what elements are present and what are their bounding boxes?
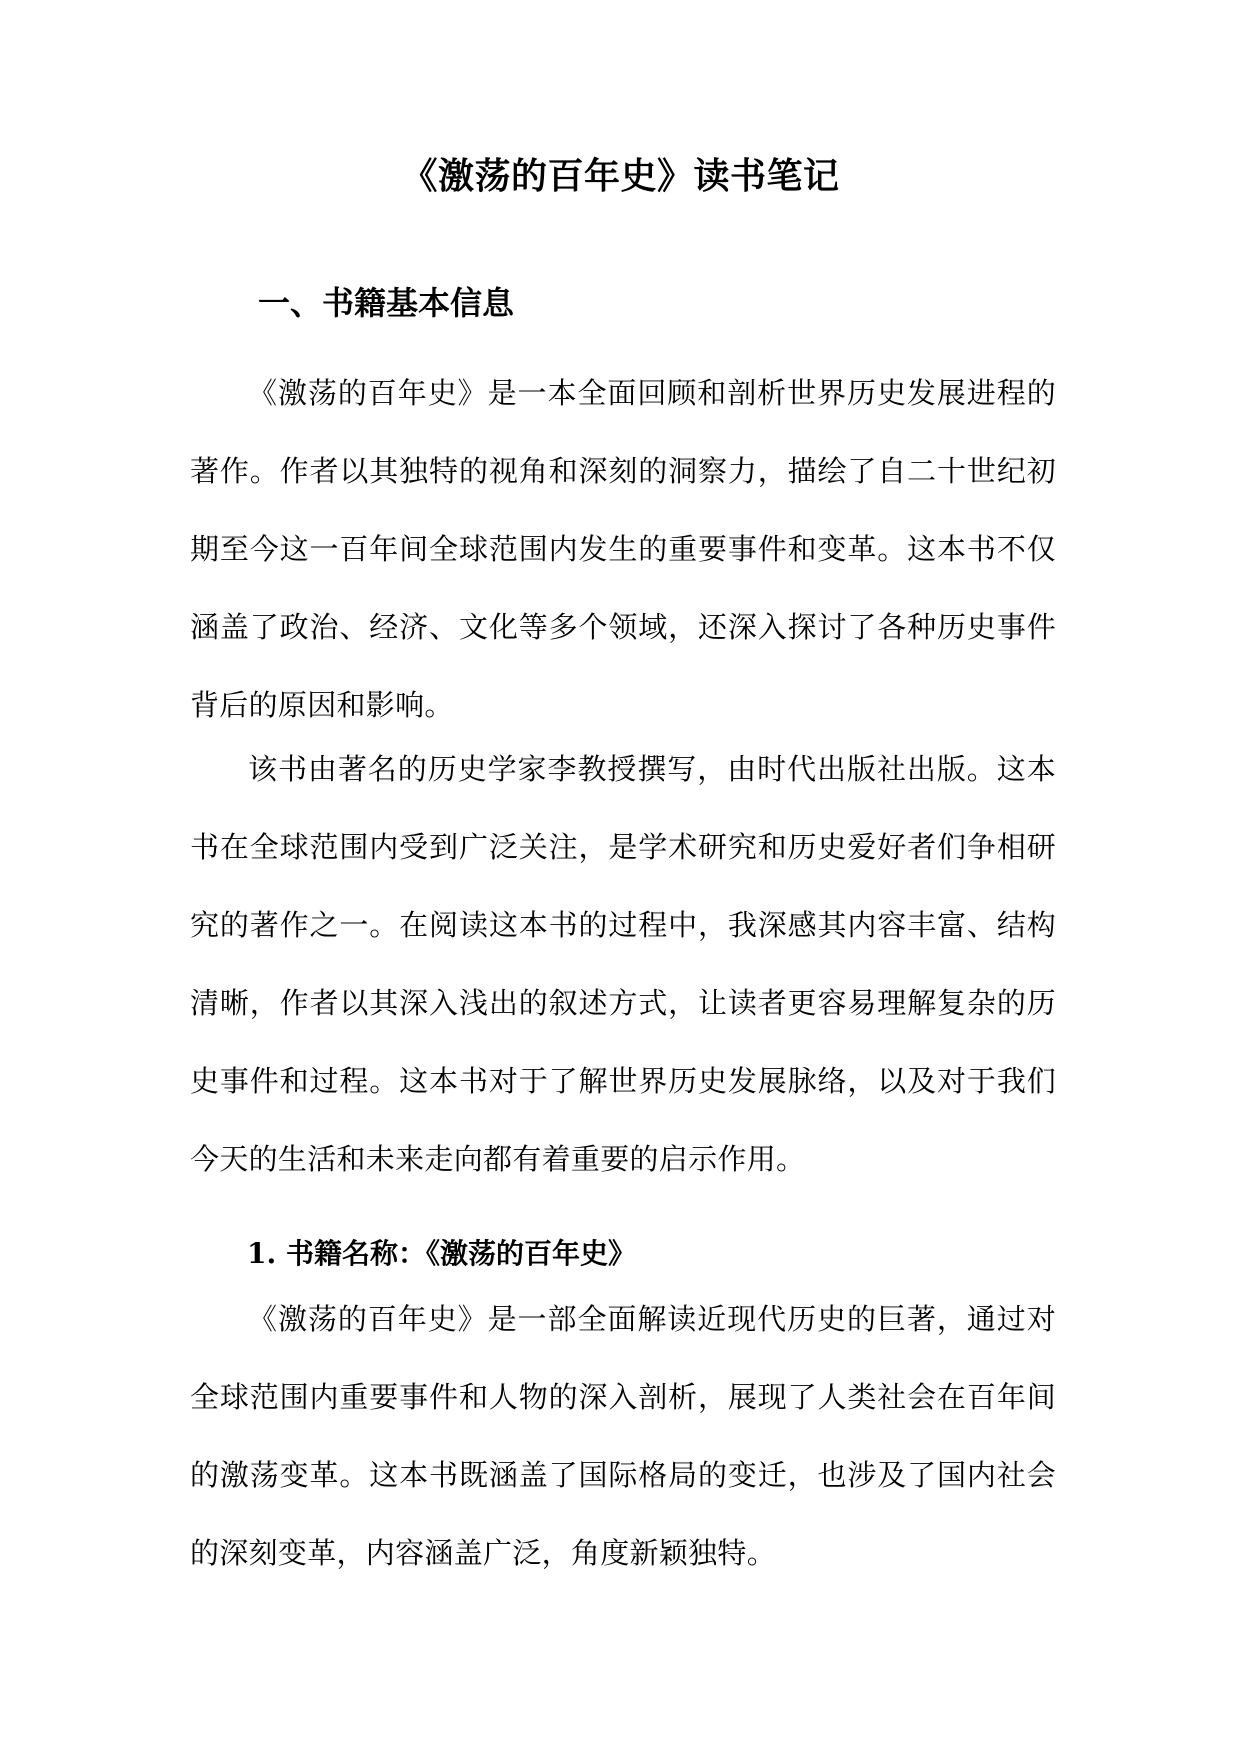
paragraph-author-publisher: 该书由著名的历史学家李教授撰写，由时代出版社出版。这本书在全球范围内受到广泛关注，是学术研究和历史爱好者们争相研究的著作之一。在阅读这本书的过程中，我深感其内容丰富、结构清晰，作者以其深入浅出的叙述方式，让读者更容易理解复杂的历史事件和过程。这本书对于了解世界历史发展脉络，以及对于我们今天的生活和未来走向都有着重要的启示作用。 [190,752,1056,1176]
section-heading: 一、书籍基本信息 [258,284,515,322]
subheading-book-name: 1. 书籍名称：《激荡的百年史》 [247,1237,636,1270]
document-title: 《激荡的百年史》读书笔记 [401,155,840,197]
paragraph-book-overview: 《激荡的百年史》是一本全面回顾和剖析世界历史发展进程的著作。作者以其独特的视角和深刻的洞察力，描绘了自二十世纪初期至今这一百年间全球范围内发生的重要事件和变革。这本书不仅涵盖了政治、经济、文化等多个领域，还深入探讨了各种历史事件背后的原因和影响。 [190,376,1056,722]
paragraph-book-name-detail: 《激荡的百年史》是一部全面解读近现代历史的巨著，通过对全球范围内重要事件和人物的深入剖析，展现了人类社会在百年间的激荡变革。这本书既涵盖了国际格局的变迁，也涉及了国内社会的深刻变革，内容涵盖广泛，角度新颖独特。 [190,1302,1056,1570]
